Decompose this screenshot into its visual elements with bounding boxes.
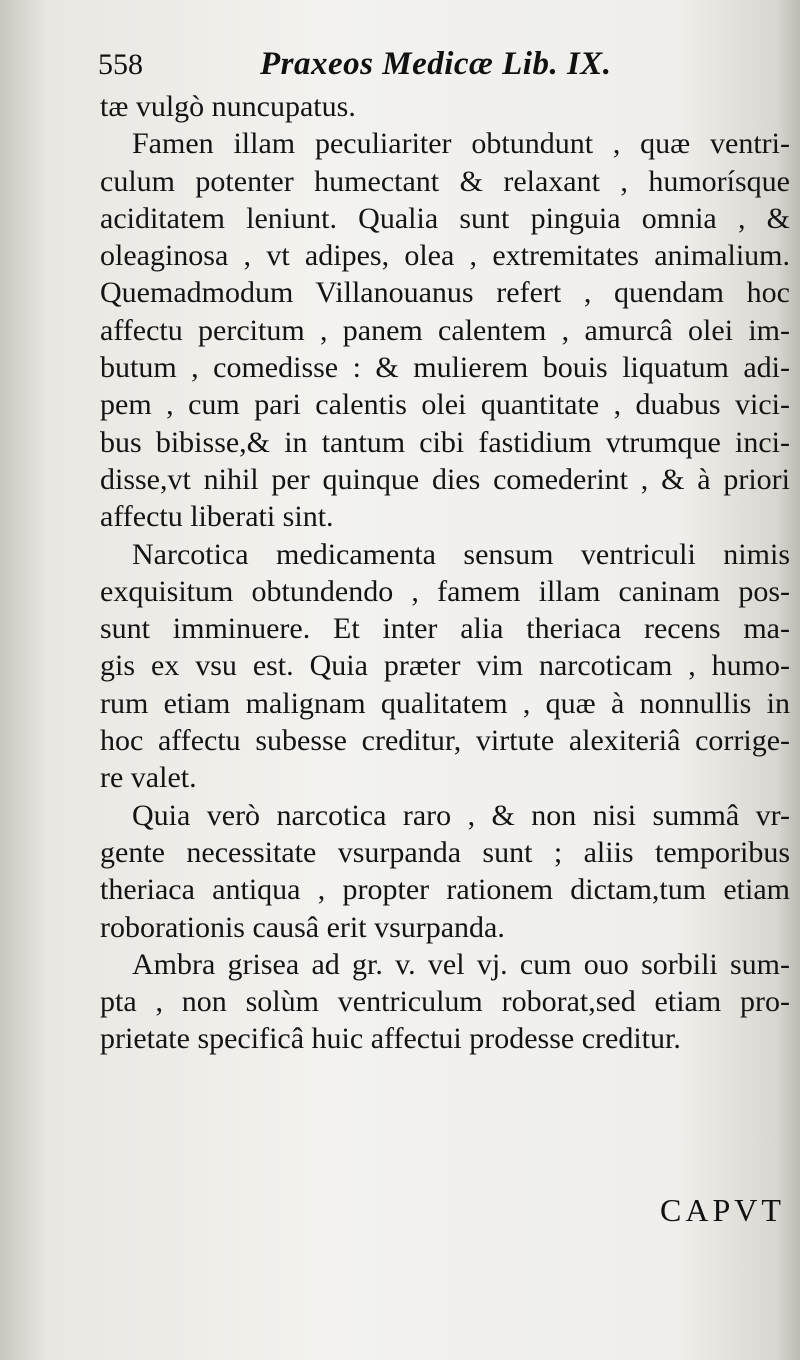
- text-line: rum etiam malignam qualitatem , quæ à nonnullis in: [100, 686, 790, 720]
- running-title: Praxeos Medicæ Lib. IX.: [260, 46, 612, 82]
- text-line: Quemadmodum Villanouanus refert , quendam hoc: [100, 276, 790, 310]
- text-line: hoc affectu subesse creditur, virtute alexiteriâ corrige-: [100, 724, 790, 758]
- text-line: pta , non solùm ventriculum roborat,sed etiam pro-: [100, 985, 790, 1019]
- text-line: culum potenter humectant & relaxant , humorísque: [100, 164, 790, 198]
- catchword: CAPVT: [660, 1192, 785, 1228]
- text-line: sunt imminuere. Et inter alia theriaca recens ma-: [100, 612, 790, 646]
- text-line: pem , cum pari calentis olei quantitate , duabus vici-: [100, 388, 790, 422]
- text-line: Ambra grisea ad gr. v. vel vj. cum ouo sorbili sum-: [132, 947, 790, 981]
- text-line: disse,vt nihil per quinque dies comederint , & à priori: [100, 462, 790, 496]
- text-line: re valet.: [100, 761, 197, 795]
- text-line: roborationis causâ erit vsurpanda.: [100, 910, 505, 944]
- text-line: aciditatem leniunt. Qualia sunt pinguia omnia , &: [100, 201, 790, 235]
- text-line: gente necessitate vsurpanda sunt ; aliis temporibus: [100, 835, 790, 869]
- text-line: oleaginosa , vt adipes, olea , extremitates animalium.: [100, 239, 790, 273]
- page-gutter-shadow: [0, 0, 60, 1360]
- text-line: bus bibisse,& in tantum cibi fastidium vtrumque inci-: [100, 425, 790, 459]
- text-line: Quia verò narcotica raro , & non nisi summâ vr-: [132, 798, 790, 832]
- text-line: Famen illam peculiariter obtundunt , quæ ventri-: [132, 127, 790, 161]
- body-text: [100, 88, 790, 1058]
- text-line: tæ vulgò nuncupatus.: [100, 90, 356, 123]
- page-header: [98, 42, 788, 92]
- text-line: prietate specificâ huic affectui prodesse creditur.: [100, 1022, 681, 1056]
- text-line: affectu percitum , panem calentem , amurcâ olei im-: [100, 313, 790, 347]
- text-line: affectu liberati sint.: [100, 500, 334, 534]
- text-line: gis ex vsu est. Quia præter vim narcoticam , humo-: [100, 649, 790, 683]
- text-line: Narcotica medicamenta sensum ventriculi nimis: [132, 537, 790, 571]
- text-line: exquisitum obtundendo , famem illam caninam pos-: [100, 574, 790, 608]
- text-line: butum , comedisse : & mulierem bouis liquatum adi-: [100, 351, 790, 385]
- text-line: theriaca antiqua , propter rationem dictam,tum etiam: [100, 873, 790, 907]
- page-number: 558: [98, 48, 143, 81]
